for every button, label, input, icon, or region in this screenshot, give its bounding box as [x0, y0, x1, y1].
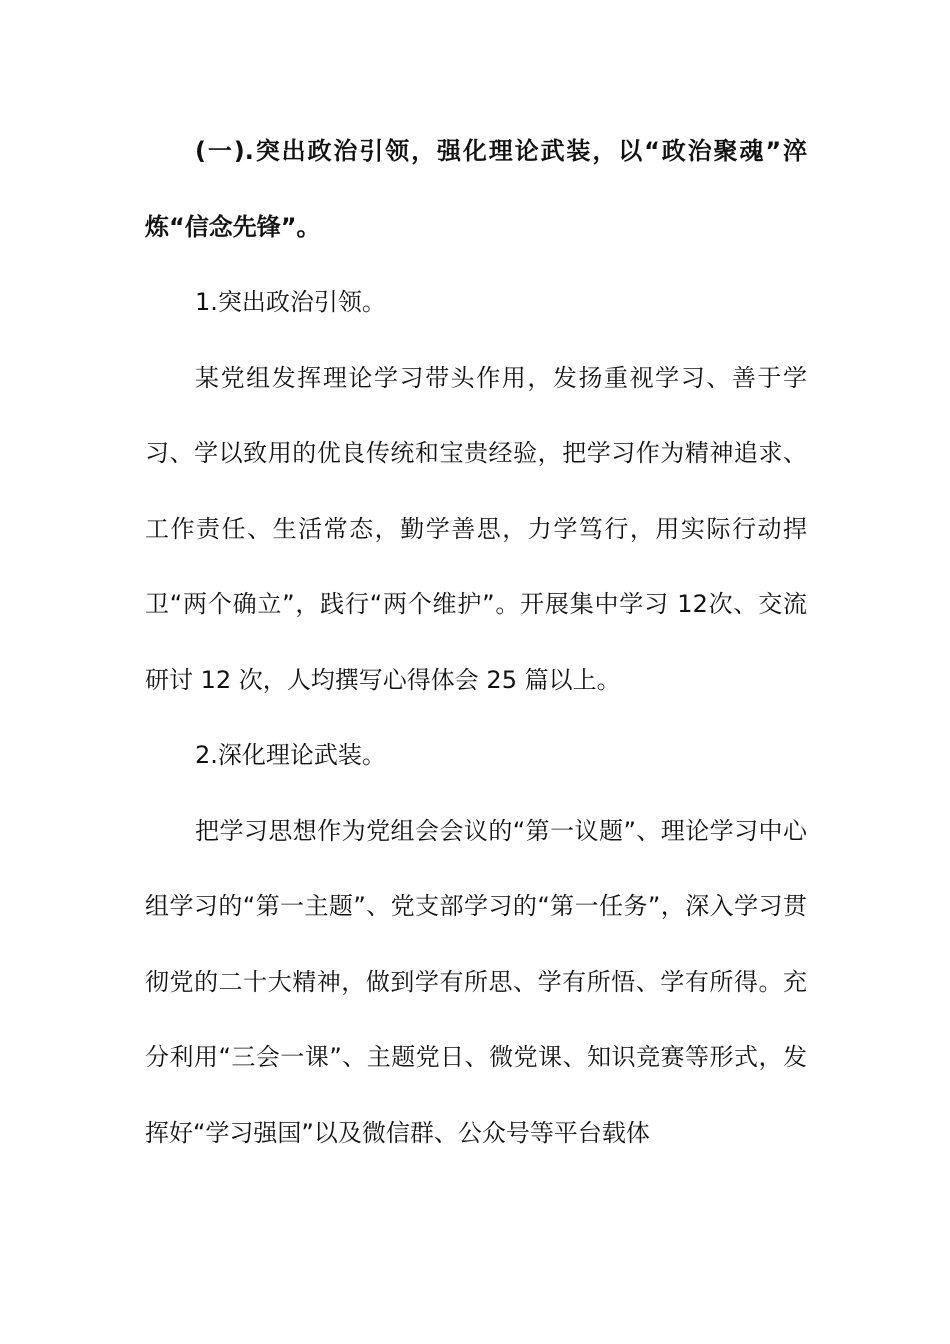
body-paragraph-1: 某党组发挥理论学习带头作用，发扬重视学习、善于学习、学以致用的优良传统和宝贵经验，把学习作为精神追求、工作责任、生活常态，勤学善思，力学笃行，用实际行动捍卫“两个确立”，践行“两个维护”。开展集中学习 12次、交流研讨 12 次，人均撰写心得体会 25 篇以上。 — [145, 363, 807, 694]
subheading-theory-armament: 2.深化理论武装。 — [195, 741, 386, 769]
document-body — [145, 114, 807, 1171]
subheading-political-guidance: 1.突出政治引领。 — [195, 288, 386, 316]
body-paragraph-2: 把学习思想作为党组会会议的“第一议题”、理论学习中心组学习的“第一主题”、党支部学习的“第一任务”，深入学习贯彻党的二十大精神，做到学有所思、学有所悟、学有所得。充分利用“三会一课”、主题党日、微党课、知识竞赛等形式，发挥好“学习强国”以及微信群、公众号等平台载体 — [145, 816, 807, 1147]
section-heading: (一).突出政治引领，强化理论武装，以“政治聚魂”淬炼“信念先锋”。 — [145, 137, 807, 241]
